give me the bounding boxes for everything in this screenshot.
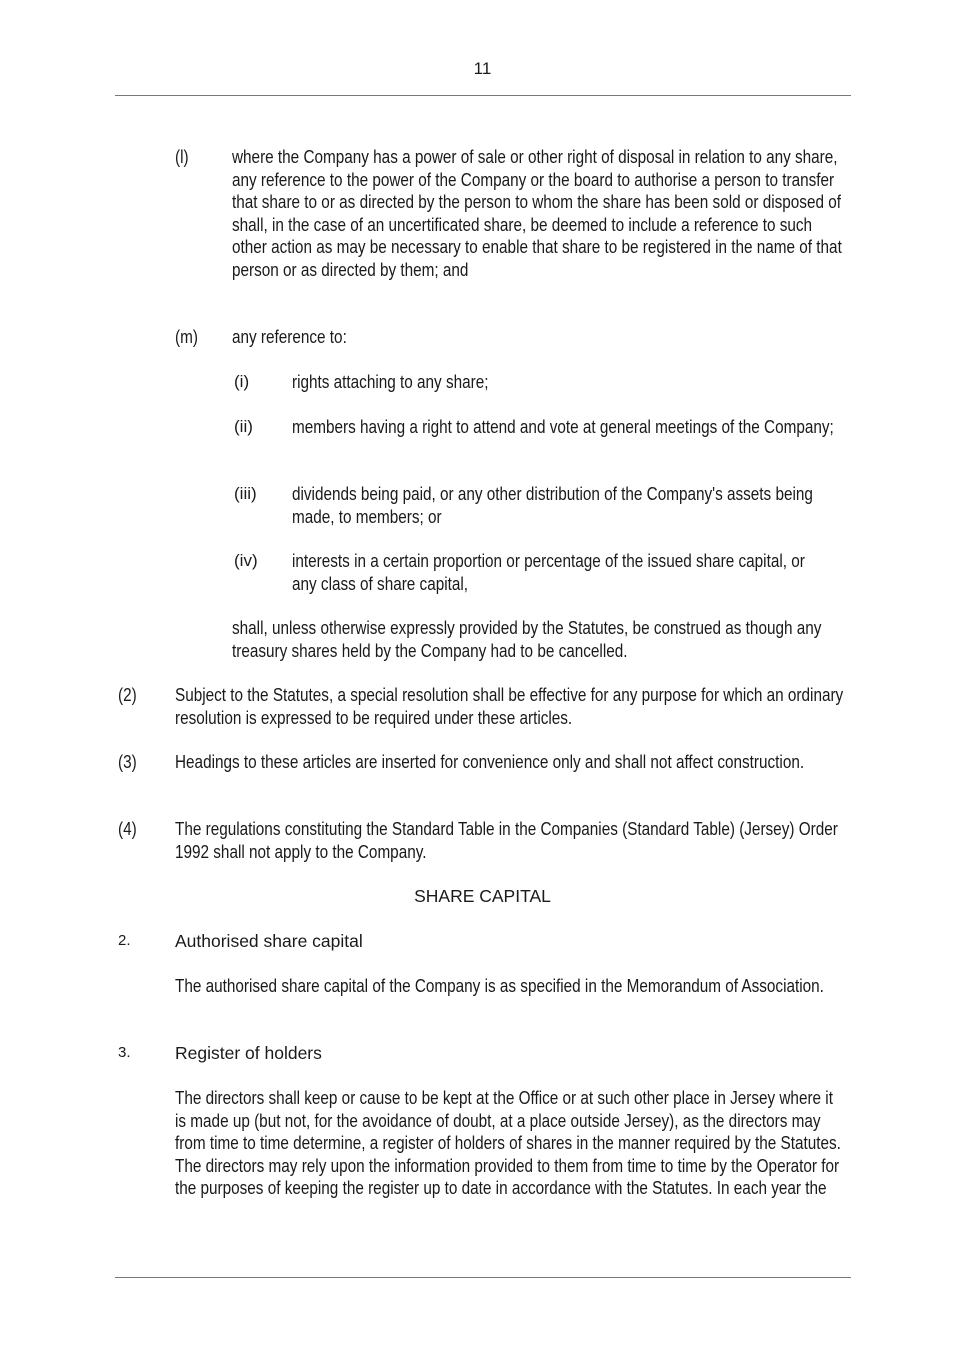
paragraph: shall, unless otherwise expressly provided by the Statutes, be construed as though any treasury shares held by the Company had to be cancelled.	[232, 618, 822, 661]
subitem-text: interests in a certain proportion or percentage of the issued share capital, or any class of share capital,	[292, 551, 805, 594]
section-heading: SHARE CAPITAL	[414, 886, 551, 906]
footer-rule	[115, 1277, 851, 1278]
clause-label: (2)	[118, 685, 137, 705]
subitem-label: (iv)	[234, 551, 258, 570]
item-text: any reference to:	[232, 327, 347, 347]
clause-label: (4)	[118, 819, 137, 839]
subitem-label: (ii)	[234, 417, 253, 436]
page-number: 11	[473, 59, 492, 78]
clause-text: Subject to the Statutes, a special resolution shall be effective for any purpose for which an ordinary resolution is expressed to be required under these articles.	[175, 685, 844, 728]
article-text: The authorised share capital of the Company is as specified in the Memorandum of Association.	[175, 976, 824, 996]
subitem-text: rights attaching to any share;	[292, 372, 489, 392]
item-text: where the Company has a power of sale or other right of disposal in relation to any share, any reference to the power of the Company or the board to authorise a person to transfer that share to or as directed by the person to whom the share has been sold or disposed of shall, in the case of an uncertificated share, be deemed to include a reference to such other action as may be necessary to enable that share to be registered in the name of that person or as directed by them; and	[232, 147, 842, 280]
subitem-label: (i)	[234, 372, 250, 391]
item-label: (l)	[175, 147, 189, 167]
article-heading: Register of holders	[175, 1043, 322, 1063]
subitem-text: members having a right to attend and vote at general meetings of the Company;	[292, 417, 834, 437]
article-text: The directors shall keep or cause to be kept at the Office or at such other place in Jersey where it is made up (but not, for the avoidance of doubt, at a place outside Jersey), as the directors may from time to time determine, a register of holders of shares in the manner required by the Statutes. The directors may rely upon the information provided to them from time to time by the Operator for the purposes of keeping the register up to date in accordance with the Statutes. In each year the	[175, 1088, 841, 1198]
article-heading: Authorised share capital	[175, 931, 363, 951]
header-rule	[115, 95, 851, 96]
subitem-text: dividends being paid, or any other distribution of the Company's assets being made, to members; or	[292, 484, 813, 527]
clause-label: (3)	[118, 752, 137, 772]
subitem-label: (iii)	[234, 484, 257, 503]
clause-text: The regulations constituting the Standard Table in the Companies (Standard Table) (Jersey) Order 1992 shall not apply to the Company.	[175, 819, 838, 862]
article-number: 3.	[118, 1044, 131, 1061]
clause-text: Headings to these articles are inserted for convenience only and shall not affect construction.	[175, 752, 805, 772]
item-label: (m)	[175, 327, 198, 347]
article-number: 2.	[118, 932, 131, 949]
